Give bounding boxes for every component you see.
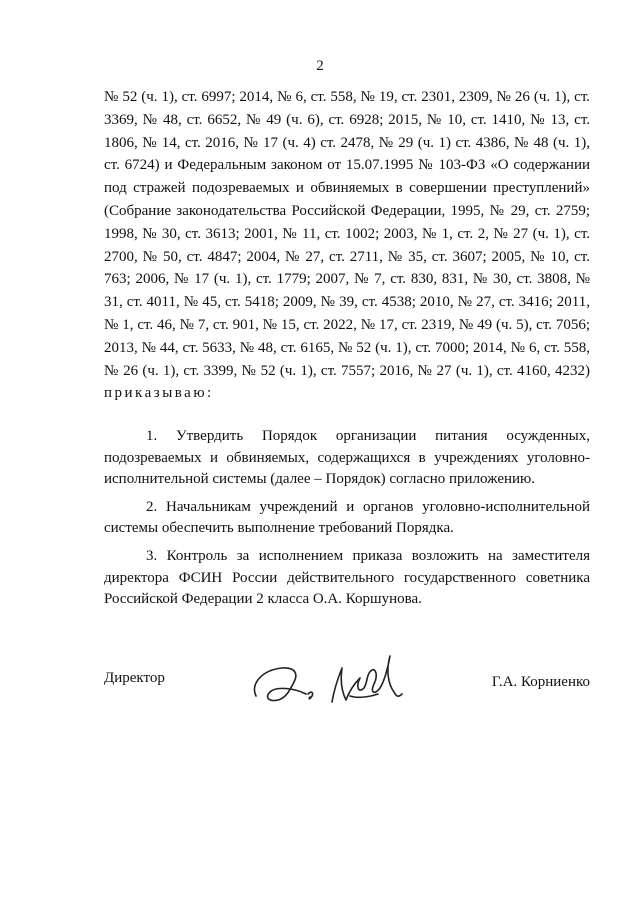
order-item-2: 2. Начальникам учреждений и органов уголовно-исполнительной системы обеспечить выполнение требований Порядка. [104,498,590,537]
order-items [104,426,590,617]
intro-text: № 52 (ч. 1), ст. 6997; 2014, № 6, ст. 558, № 19, ст. 2301, 2309, № 26 (ч. 1), ст. 3369, № 48, ст. 6652, № 49 (ч. 6), ст. 6928; 2015, № 10, ст. 1410, № 13, ст. 1806, № 14, ст. 2016, № 17 (ч. 4) ст. 2478, № 29 (ч. 1) ст. 4386, № 48 (ч. 1), ст. 6724) и Федеральным законом от 15.07.1995 № 103-ФЗ «О содержании под стражей подозреваемых и обвиняемых в совершении преступлений» (Собрание законодательства Российской Федерации, 1995, № 29, ст. 2759; 1998, № 30, ст. 3613; 2001, № 11, ст. 1002; 2003, № 1, ст. 2, № 27 (ч. 1), ст. 2700, № 50, ст. 4847; 2004, № 27, ст. 2711, № 35, ст. 3607; 2005, № 10, ст. 763; 2006, № 17 (ч. 1), ст. 1779; 2007, № 7, ст. 830, 831, № 30, ст. 3808, № 31, ст. 4011, № 45, ст. 5418; 2009, № 39, ст. 4538; 2010, № 27, ст. 3416; 2011, № 1, ст. 46, № 7, ст. 901, № 15, ст. 2022, № 17, ст. 2319, № 49 (ч. 5), ст. 7056; 2013, № 44, ст. 5633, № 48, ст. 6165, № 52 (ч. 1), ст. 7000; 2014, № 6, ст. 558, № 26 (ч. 1), ст. 3399, № 52 (ч. 1), ст. 7557; 2016, № 27 (ч. 1), ст. 4160, 4232) [104,89,590,379]
intro-paragraph [104,86,590,405]
order-item-1: 1. Утвердить Порядок организации питания осужденных, подозреваемых и обвиняемых, содержащихся в учреждениях уголовно-исполнительной системы (далее – Порядок) согласно приложению. [104,428,590,488]
order-item-3: 3. Контроль за исполнением приказа возложить на заместителя директора ФСИН России действительного государственного советника Российской Федерации 2 класса О.А. Коршунова. [104,547,590,608]
page-number: 2 [316,58,324,74]
handwritten-signature [248,648,408,718]
signature-block [104,648,590,718]
signatory-name: Г.А. Корниенко [491,674,590,690]
signatory-title: Директор [104,670,165,686]
order-word: приказываю: [104,385,214,402]
